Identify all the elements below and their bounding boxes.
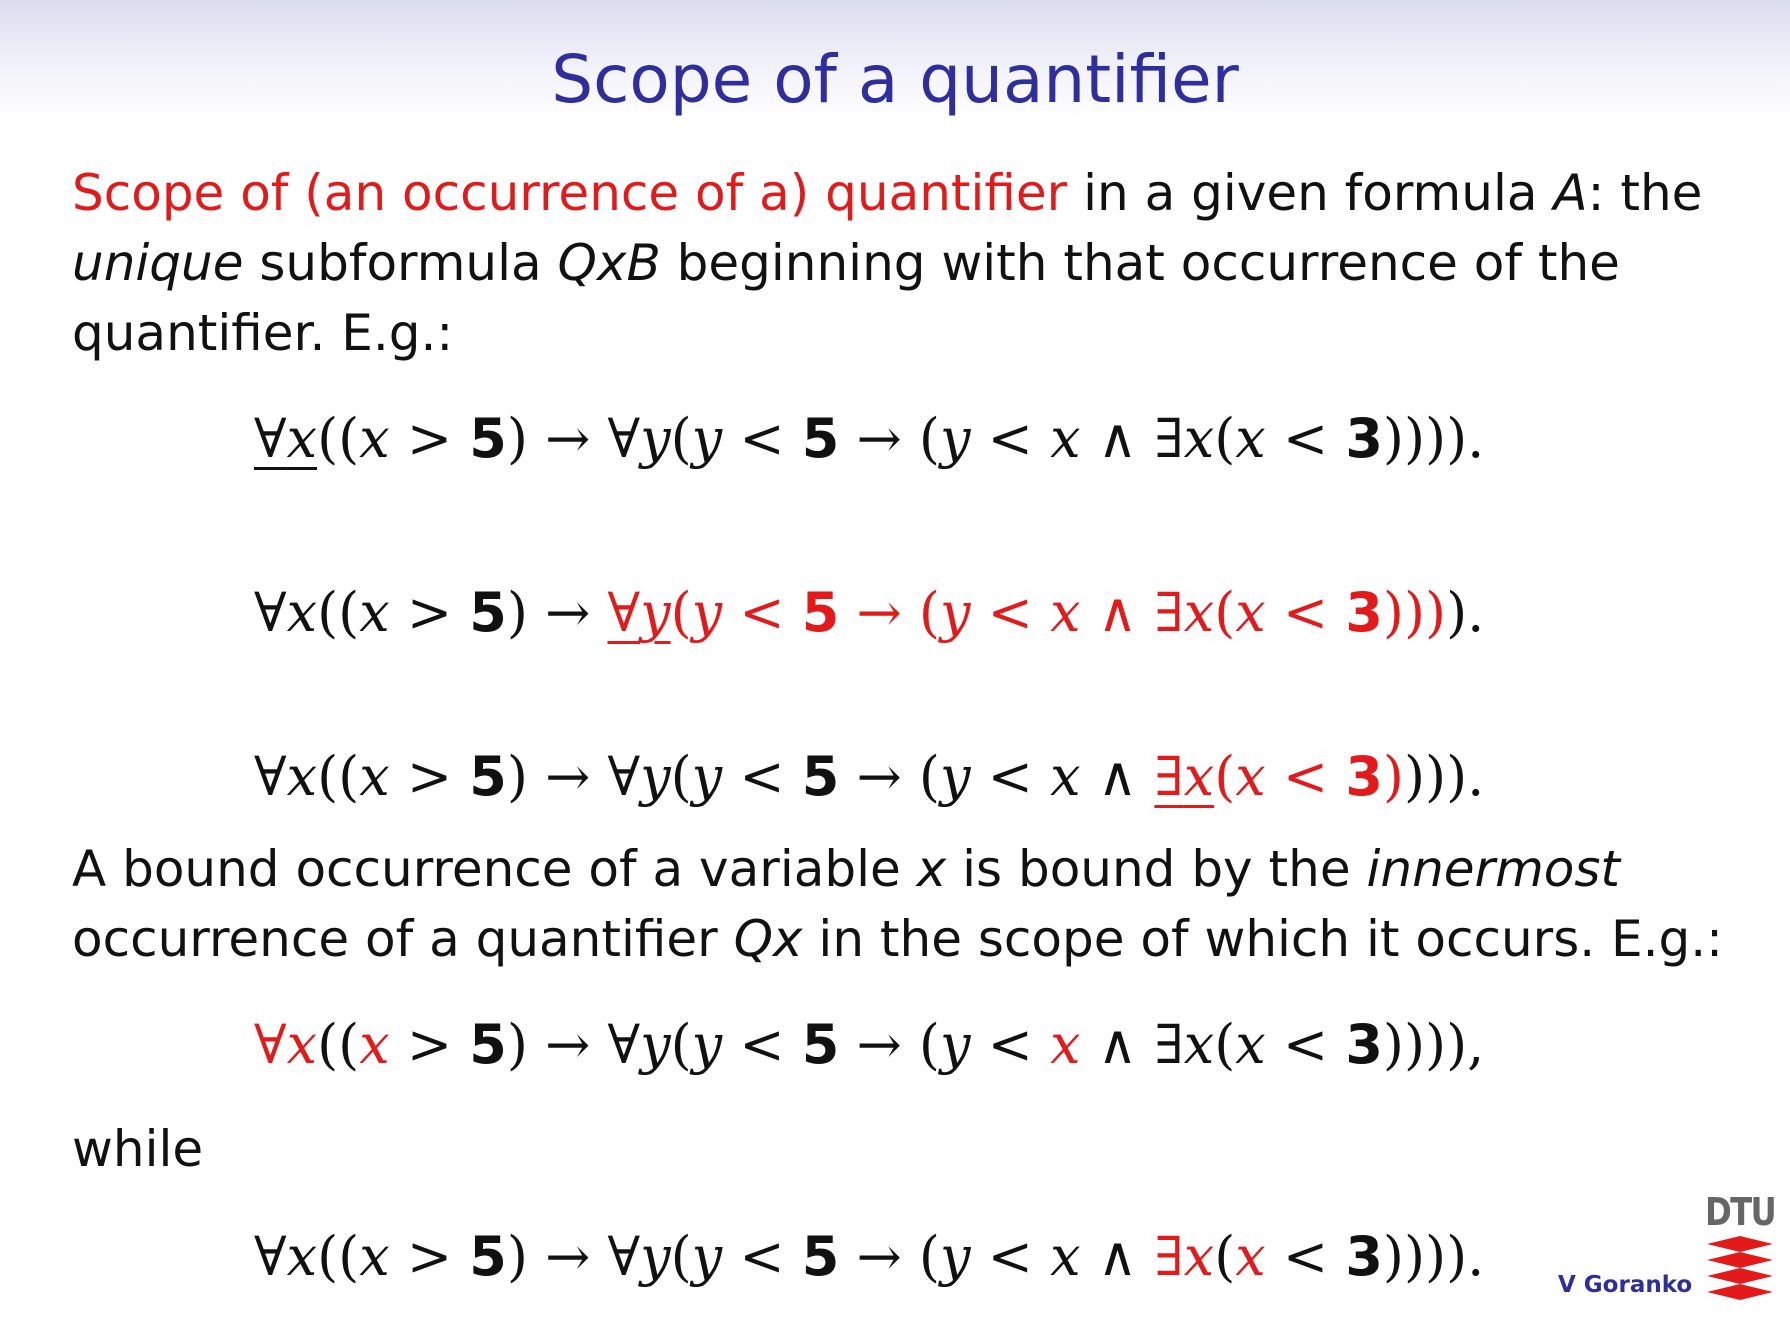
- dtu-logo: [1705, 1190, 1783, 1308]
- slide-title: Scope of a quantifier: [551, 41, 1239, 118]
- definition-term: Scope of (an occurrence of a) quantifier: [72, 164, 1068, 222]
- dtu-logo-text: DTU: [1705, 1190, 1775, 1234]
- underlined-quantifier: ∃x: [1154, 745, 1215, 808]
- formula-scope-forall-x: ∀x((x > 5) → ∀y(y < 5 → (y < x ∧ ∃x(x < 3)))).: [254, 407, 1485, 470]
- bound-occurrence-paragraph: A bound occurrence of a variable x is bound by the innermost occurrence of a quantifier Qx in the scope of which it occurs. E.g.:: [72, 840, 1724, 968]
- dtu-waves-icon: [1705, 1234, 1775, 1304]
- while-label: while: [72, 1120, 204, 1178]
- emphasis-unique: unique: [72, 234, 244, 292]
- formula-scope-forall-y: ∀x((x > 5) → ∀y(y < 5 → (y < x ∧ ∃x(x < 3)))).: [254, 581, 1485, 644]
- underlined-quantifier: ∀y: [607, 581, 671, 644]
- formula-scope-exists-x: ∀x((x > 5) → ∀y(y < 5 → (y < x ∧ ∃x(x < 3)))).: [254, 745, 1485, 808]
- formula-bound-inner-x: ∀x((x > 5) → ∀y(y < 5 → (y < x ∧ ∃x(x < 3)))).: [254, 1225, 1485, 1288]
- emphasis-innermost: innermost: [1366, 840, 1621, 898]
- author-name: V Goranko: [1558, 1272, 1693, 1298]
- formula-bound-outer-x: ∀x((x > 5) → ∀y(y < 5 → (y < x ∧ ∃x(x < 3)))),: [254, 1013, 1485, 1076]
- scope-definition-paragraph: Scope of (an occurrence of a) quantifier in a given formula A: the unique subformula QxB beginning with that occurrence of the quantifier. E.g.:: [72, 164, 1703, 362]
- underlined-quantifier: ∀x: [254, 407, 318, 470]
